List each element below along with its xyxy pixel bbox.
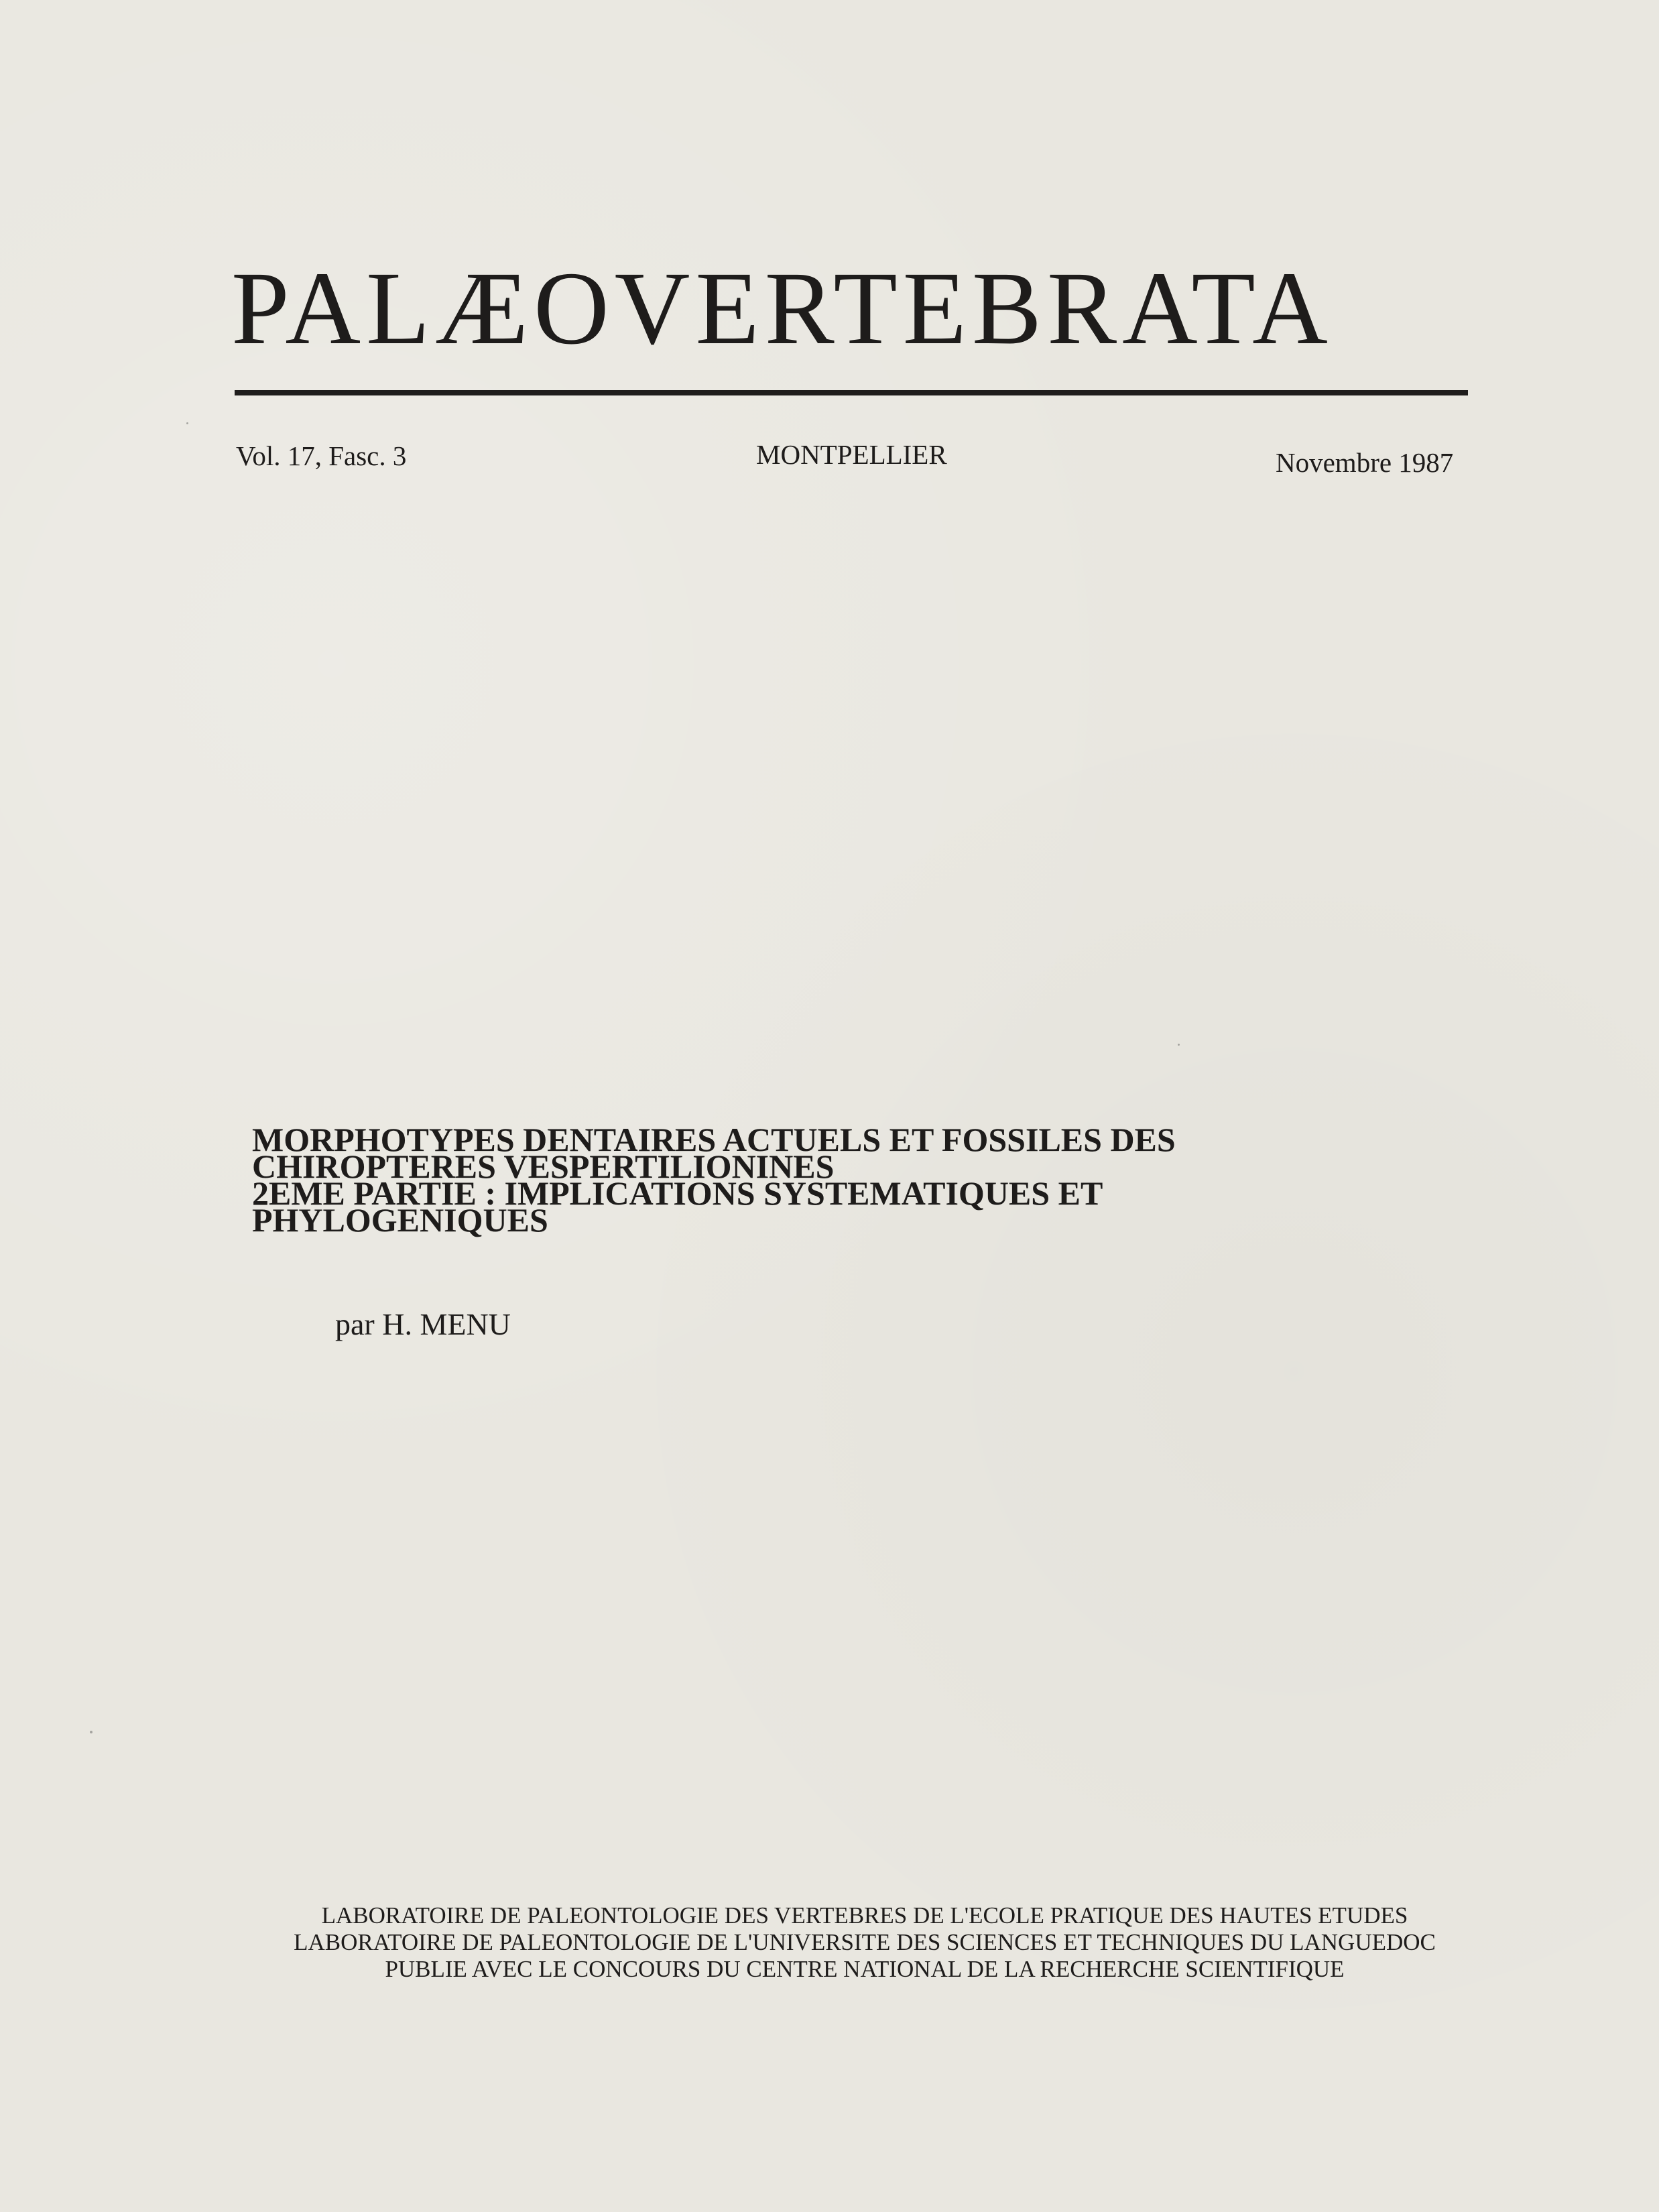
title-underline (235, 390, 1468, 395)
journal-title: PALÆOVERTEBRATA (231, 250, 1333, 366)
article-title-line: 2EME PARTIE : IMPLICATIONS SYSTEMATIQUES ET (252, 1174, 1103, 1212)
volume-info: Vol. 17, Fasc. 3 (236, 440, 407, 471)
footer-line: PUBLIE AVEC LE CONCOURS DU CENTRE NATIONAL DE LA RECHERCHE SCIENTIFIQUE (385, 1956, 1345, 1982)
article-title-line: MORPHOTYPES DENTAIRES ACTUELS ET FOSSILES DES (252, 1121, 1176, 1158)
author-line: par H. MENU (335, 1307, 511, 1341)
paper-speck (90, 1731, 93, 1733)
footer-line: LABORATOIRE DE PALEONTOLOGIE DES VERTEBRES DE L'ECOLE PRATIQUE DES HAUTES ETUDES (321, 1902, 1408, 1928)
paper-speck (1178, 1044, 1180, 1046)
article-title (252, 1121, 1257, 1239)
paper-speck (186, 422, 188, 424)
footer-line: LABORATOIRE DE PALEONTOLOGIE DE L'UNIVERSITE DES SCIENCES ET TECHNIQUES DU LANGUEDOC (294, 1929, 1436, 1955)
publisher-footer (248, 1902, 1481, 1983)
article-title-line: CHIROPTERES VESPERTILIONINES (252, 1148, 835, 1185)
article-title-line: PHYLOGENIQUES (252, 1201, 548, 1239)
publication-date: Novembre 1987 (1276, 447, 1454, 478)
publication-city: MONTPELLIER (756, 439, 947, 470)
